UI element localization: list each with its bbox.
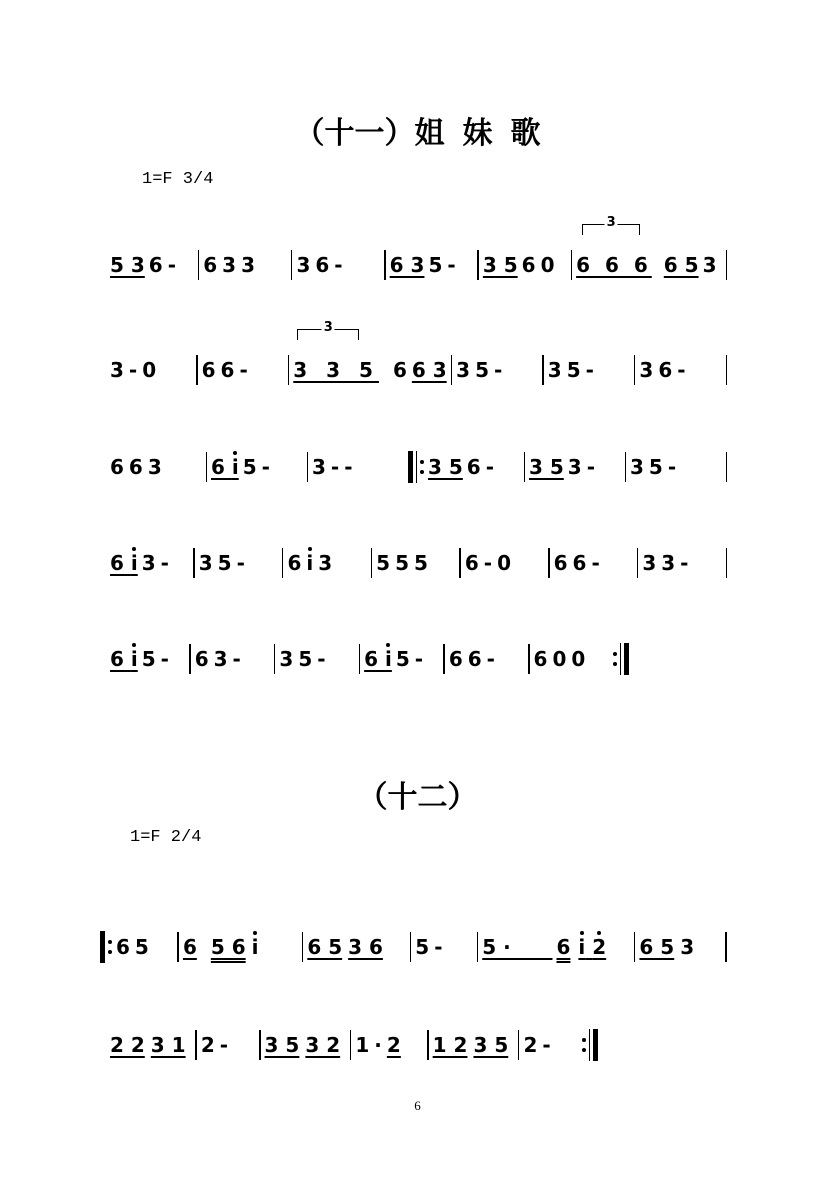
score-line-3 (110, 450, 727, 484)
page-number: 6 (414, 1098, 421, 1113)
measure: 6 i 5 - (364, 647, 424, 671)
measure: 3 - - (312, 455, 353, 479)
measure: 3 5 - (198, 551, 245, 575)
measure: 6 5 3 6 (307, 935, 383, 959)
repeat-end-sign (613, 642, 630, 676)
measure: 6 i 5 - (211, 455, 270, 479)
measure: 5 3 6 - (110, 253, 177, 277)
measure: 6 3 3 (203, 253, 255, 277)
measure: 6 5 6 i (182, 935, 259, 959)
score-line-5 (110, 642, 727, 676)
measure: 6 i 3 (287, 551, 333, 575)
measure: 6 0 0 (533, 647, 586, 671)
measure: 6 - 0 (464, 551, 512, 575)
measure: 3 6 - (639, 358, 686, 382)
measure: 3 6 6 6 6 5 3 (576, 215, 717, 277)
measure: 5 5 5 (376, 551, 428, 575)
tuplet-number: 3 (606, 215, 616, 230)
score-line-2 (110, 320, 727, 387)
barline (726, 548, 728, 578)
measure: 1 2 3 5 (432, 1033, 509, 1057)
measure: 6 6 - (448, 647, 495, 671)
score-line-6 (100, 930, 727, 964)
measure: 3 5 3 2 (264, 1033, 341, 1057)
measure: 3 - 0 (110, 358, 157, 382)
measure: 3 5 6 - (428, 455, 495, 479)
measure: 6 3 5 - (389, 253, 456, 277)
measure: 3 5 - (547, 358, 594, 382)
key-signature-2: 1=F 2/4 (130, 828, 202, 847)
repeat-start-sign (408, 450, 425, 484)
measure: 3 5 - (279, 647, 326, 671)
measure: 2 - (523, 1033, 551, 1057)
measure: 5 - (415, 935, 443, 959)
measure: 6 3 - (194, 647, 241, 671)
measure: 6 5 3 (639, 935, 695, 959)
measure: 3 5 - (456, 358, 503, 382)
title-part-1: （十一）姐 (294, 116, 445, 151)
repeat-end-sign (582, 1028, 599, 1062)
measure: 6 5 (116, 935, 149, 959)
barline (726, 452, 728, 482)
title-part-2: 妹 (462, 116, 493, 151)
title-part-3: 歌 (510, 116, 541, 151)
key-signature: 1=F 3/4 (142, 170, 214, 189)
measure: 3 3 - (642, 551, 689, 575)
barline (725, 932, 727, 962)
repeat-start-sign (100, 930, 112, 964)
measure: 6 6 - (553, 551, 600, 575)
measure: 2 2 3 1 (110, 1033, 186, 1057)
measure: 6 6 - (201, 358, 248, 382)
song-title (0, 108, 835, 152)
song-2-title: （十二） (357, 780, 478, 815)
barline (726, 250, 728, 280)
score-line-4 (110, 546, 727, 580)
score-line-7 (110, 1028, 727, 1062)
barline (726, 355, 728, 385)
tuplet-bracket (582, 215, 640, 235)
measure: 5 · 6 i 2 (482, 935, 607, 959)
score-line-1 (110, 215, 727, 282)
measure: 1 · 2 (355, 1033, 401, 1057)
measure: 2 - (200, 1033, 229, 1057)
measure: 3 3 3 5 6 6 3 (293, 320, 447, 382)
tuplet-number: 3 (323, 320, 333, 335)
measure: 6 i 5 - (110, 647, 169, 671)
measure: 3 6 - (296, 253, 343, 277)
tuplet-bracket (297, 320, 359, 340)
measure: 3 5 6 0 (482, 253, 555, 277)
measure: 3 5 3 - (529, 455, 596, 479)
measure: 6 6 3 (110, 455, 162, 479)
measure: 6 i 3 - (110, 551, 169, 575)
measure: 3 5 - (630, 455, 677, 479)
